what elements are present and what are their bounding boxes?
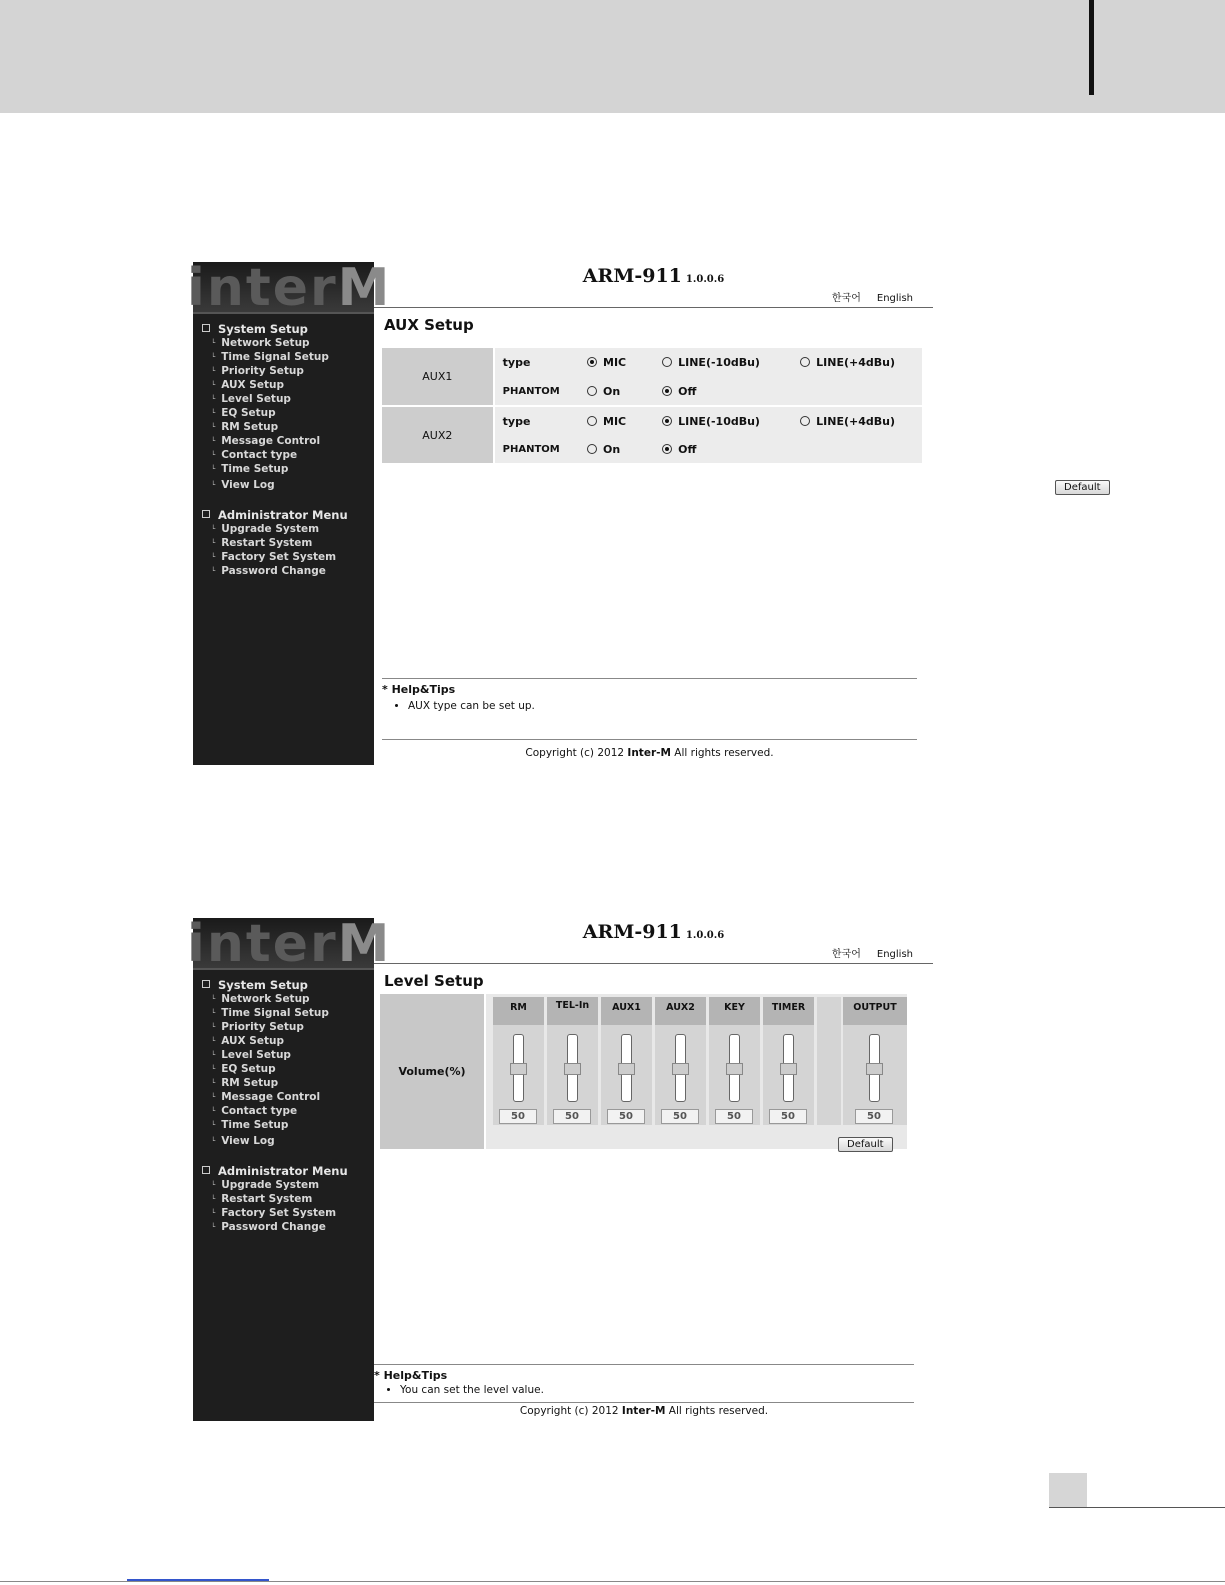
volume-value-field[interactable]: 50 [607,1109,645,1124]
type-option[interactable]: MIC [587,406,662,435]
slider-handle[interactable] [726,1063,743,1075]
slider-handle[interactable] [672,1063,689,1075]
slider-handle[interactable] [618,1063,635,1075]
language-bar [374,946,933,964]
sidebar-item[interactable]: └ Network Setup [211,992,374,1006]
channel-strip [493,997,544,1125]
channel-strip [763,997,814,1125]
sidebar-item[interactable]: └ RM Setup [211,420,374,434]
type-option[interactable]: LINE(+4dBu) [800,348,922,377]
page-header-band [0,0,1225,113]
sidebar-item[interactable]: └ EQ Setup [211,1062,374,1076]
channel-strip [601,997,652,1125]
volume-value-field[interactable]: 50 [715,1109,753,1124]
aux-settings-table [382,348,922,465]
phantom-field-label: PHANTOM [494,435,587,464]
radio-button[interactable] [587,444,597,454]
channel-label: AUX2 [655,997,706,1025]
sidebar-item[interactable]: └ RM Setup [211,1076,374,1090]
checkbox-icon [202,1166,210,1174]
product-title: ARM-911 1.0.0.6 [582,265,725,287]
header-divider [1089,0,1094,95]
sidebar-item[interactable]: └ View Log [211,478,374,492]
volume-slider[interactable] [513,1034,524,1102]
aux-setup-screen [187,258,1101,765]
default-button[interactable]: Default [838,1137,893,1152]
radio-button[interactable] [662,386,672,396]
volume-slider[interactable] [869,1034,880,1102]
sidebar-item[interactable]: └ Restart System [211,536,374,550]
default-button[interactable]: Default [1055,480,1110,495]
channel-strip [709,997,760,1125]
type-option[interactable]: LINE(+4dBu) [800,406,922,435]
admin-menu [193,522,374,578]
channel-label: KEY [709,997,760,1025]
channel-label: OUTPUT [843,997,907,1025]
radio-button[interactable] [662,357,672,367]
aux-row-label: AUX1 [382,348,494,406]
type-option[interactable]: LINE(-10dBu) [662,406,800,435]
system-setup-heading[interactable]: System Setup [202,322,374,336]
checkbox-icon [202,980,210,988]
system-menu [193,992,374,1148]
sidebar-item[interactable]: └ EQ Setup [211,406,374,420]
lang-english-link[interactable]: English [876,293,913,304]
admin-menu-heading[interactable]: Administrator Menu [202,508,374,522]
phantom-option[interactable]: Off [662,435,922,464]
phantom-option[interactable]: Off [662,377,922,406]
sidebar-item[interactable]: └ Password Change [211,564,374,578]
volume-value-field[interactable]: 50 [769,1109,807,1124]
volume-slider[interactable] [783,1034,794,1102]
sidebar-item[interactable]: └ Time Signal Setup [211,350,374,364]
copyright: Copyright (c) 2012 Inter-M All rights reserved. [382,739,917,759]
channel-label: TEL-In [547,997,598,1025]
channel-strip [655,997,706,1125]
channel-strip [843,997,907,1125]
radio-button[interactable] [800,357,810,367]
sidebar [187,258,392,765]
bottom-rule [0,1581,1225,1582]
page-number-box [1049,1473,1087,1508]
volume-value-field[interactable]: 50 [553,1109,591,1124]
phantom-field-label: PHANTOM [494,377,587,406]
help-tips: * Help&Tips • AUX type can be set up. [382,678,917,738]
volume-slider[interactable] [675,1034,686,1102]
sidebar-item[interactable]: └ Restart System [211,1192,374,1206]
sidebar [187,914,392,1421]
intermlogo [187,258,392,318]
sidebar-item[interactable]: └ Priority Setup [211,364,374,378]
volume-slider[interactable] [567,1034,578,1102]
radio-button[interactable] [662,416,672,426]
slider-handle[interactable] [564,1063,581,1075]
channel-label: RM [493,997,544,1025]
sidebar-item[interactable]: └ Contact type [211,448,374,462]
radio-button[interactable] [662,444,672,454]
product-title: ARM-911 1.0.0.6 [582,921,725,943]
phantom-option[interactable]: On [587,377,662,406]
intermlogo [187,914,392,974]
lang-korean-link[interactable]: 한국어 [831,949,861,960]
radio-button[interactable] [800,416,810,426]
slider-handle[interactable] [780,1063,797,1075]
type-field-label: type [494,348,587,377]
system-setup-heading[interactable]: System Setup [202,978,374,992]
sidebar-item[interactable]: └ Upgrade System [211,1178,374,1192]
type-option[interactable]: LINE(-10dBu) [662,348,800,377]
main-panel [374,262,1101,765]
sidebar-item[interactable]: └ Level Setup [211,1048,374,1062]
page-footer-rule [1049,1507,1225,1508]
volume-label: Volume(%) [380,994,486,1149]
checkbox-icon [202,324,210,332]
aux-row-label: AUX2 [382,406,494,464]
sidebar-item[interactable]: └ Time Signal Setup [211,1006,374,1020]
lang-english-link[interactable]: English [876,949,913,960]
volume-value-field[interactable]: 50 [661,1109,699,1124]
admin-menu [193,1178,374,1234]
sidebar-item[interactable]: └ View Log [211,1134,374,1148]
help-tips: * Help&Tips • You can set the level value. [374,1364,914,1402]
volume-value-field[interactable]: 50 [499,1109,537,1124]
volume-slider[interactable] [729,1034,740,1102]
radio-button[interactable] [587,416,597,426]
sidebar-item[interactable]: └ Message Control [211,1090,374,1104]
logo-text: interM [187,258,392,318]
volume-slider[interactable] [621,1034,632,1102]
volume-value-field[interactable]: 50 [855,1109,893,1124]
sidebar-item[interactable]: └ Message Control [211,434,374,448]
sidebar-item[interactable]: └ Time Setup [211,462,374,476]
sidebar-item[interactable]: └ Contact type [211,1104,374,1118]
sidebar-item[interactable]: └ Factory Set System [211,1206,374,1220]
logo-text: interM [187,914,392,974]
sidebar-item[interactable]: └ Time Setup [211,1118,374,1132]
channel-label: TIMER [763,997,814,1025]
sidebar-item[interactable]: └ AUX Setup [211,378,374,392]
radio-button[interactable] [587,357,597,367]
sidebar-item[interactable]: └ Password Change [211,1220,374,1234]
slider-handle[interactable] [866,1063,883,1075]
level-setup-screen [187,914,933,1421]
radio-button[interactable] [587,386,597,396]
sidebar-item[interactable]: └ Factory Set System [211,550,374,564]
main-panel [374,918,933,1421]
phantom-option[interactable]: On [587,435,662,464]
page-title: Level Setup [384,972,484,990]
checkbox-icon [202,510,210,518]
slider-handle[interactable] [510,1063,527,1075]
lang-korean-link[interactable]: 한국어 [831,293,861,304]
sidebar-item[interactable]: └ Level Setup [211,392,374,406]
sidebar-item[interactable]: └ Network Setup [211,336,374,350]
sidebar-item[interactable]: └ Upgrade System [211,522,374,536]
page-title: AUX Setup [384,316,474,334]
language-bar [374,290,933,308]
type-field-label: type [494,406,587,435]
level-mixer-panel [380,994,907,1149]
channel-strip [547,997,598,1125]
admin-menu-heading[interactable]: Administrator Menu [202,1164,374,1178]
type-option[interactable]: MIC [587,348,662,377]
channel-label: AUX1 [601,997,652,1025]
sidebar-item[interactable]: └ Priority Setup [211,1020,374,1034]
copyright: Copyright (c) 2012 Inter-M All rights reserved. [374,1402,914,1417]
bottom-link-underline [127,1579,269,1581]
channel-spacer [817,997,841,1125]
system-menu [193,336,374,492]
sidebar-item[interactable]: └ AUX Setup [211,1034,374,1048]
